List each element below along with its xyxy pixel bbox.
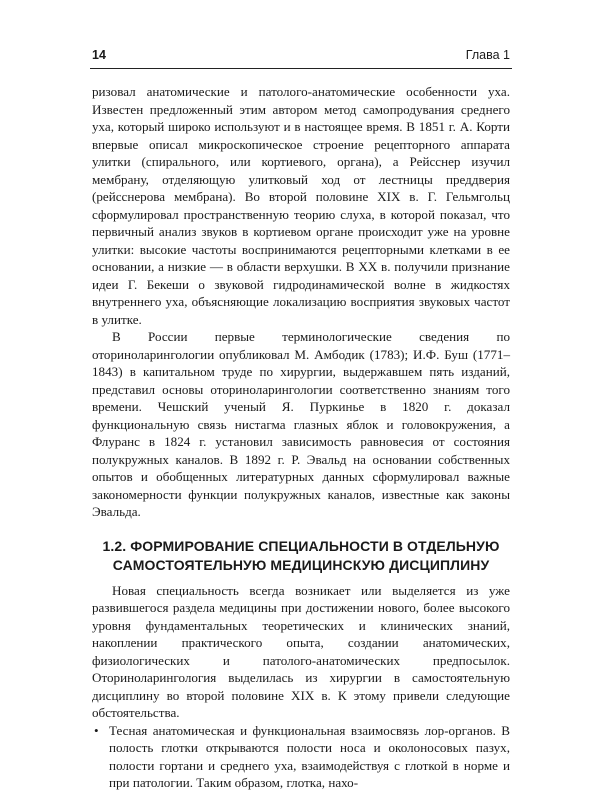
bullet-item — [92, 722, 510, 792]
header-rule — [90, 68, 512, 69]
section-heading-line-1: 1.2. ФОРМИРОВАНИЕ СПЕЦИАЛЬНОСТИ В ОТДЕЛЬНУЮ — [102, 537, 500, 554]
bullet-text: Тесная анатомическая и функциональная взаимосвязь лор-органов. В полость глотки открываются полости носа и околоносовых пазух, полости гортани и среднего уха, взаимодействуя с глоткой в норме и при патологии. Таким образом, глотка, нахо- — [109, 722, 510, 790]
section-heading — [92, 537, 510, 575]
section-heading-line-2: САМОСТОЯТЕЛЬНУЮ МЕДИЦИНСКУЮ ДИСЦИПЛИНУ — [112, 556, 490, 573]
bullet-icon: • — [94, 722, 99, 738]
paragraph-continued: ризовал анатомические и патолого-анатомические особенности уха. Известен предложенный этим автором метод самопродувания среднего уха, который широко используют и в настоящее время. В 1851 г. А. Корти впервые описал микроскопическое строение рецепторного аппарата улитки (спирального, или кортиевого, органа), а Рейсснер изучил мембрану, отделяющую улитковый ход от лестницы преддверия (рейсснерова мембрана). Во второй половине XIX в. Г. Гельмгольц сформулировал пространственную теорию слуха, в которой показал, что первичный анализ звуков в кортиевом органе происходит уже на уровне улитки: высокие частоты воспринимаются рецепторными клетками в ее основании, а низкие — в области верхушки. В XX в. получили признание идеи Г. Бекеши о звуковой гидродинамической волне в жидкостях внутреннего уха, объясняющие локализацию восприятия звуковых частот в улитке. — [92, 84, 510, 327]
page-number: 14 — [92, 48, 106, 62]
running-head — [92, 48, 510, 64]
section-intro-paragraph: Новая специальность всегда возникает или выделяется из уже развившегося раздела медицины при достижении нового, более высокого уровня фундаментальных теоретических и клинических знаний, накоплении практического опыта, создании анатомических, физиологических и патолого-анатомических предпосылок. Оториноларингология выделилась из хирургии в самостоятельную дисциплину во второй половине XIX в. К этому привели следующие обстоятельства. — [92, 582, 510, 720]
chapter-label: Глава 1 — [465, 48, 510, 62]
paragraph-russia-history: В России первые терминологические сведения по оториноларингологии опубликовал М. Амбодик (1783); И.Ф. Буш (1771–1843) в капитальном труде по хирургии, выдержавшем пять изданий, представил основы оториноларингологии соответственно знаниям того времени. Чешский ученый Я. Пуркинье в 1820 г. доказал функциональную связь нистагма глазных яблок и головокружения, а Флуранс в 1824 г. установил зависимость равновесия от состояния полукружных каналов. В 1892 г. Р. Эвальд на основании собственных опытов и обобщенных литературных данных сформулировал важные закономерности функции полукружных каналов, известные как законы Эвальда. — [92, 329, 510, 519]
body-text — [92, 83, 510, 792]
